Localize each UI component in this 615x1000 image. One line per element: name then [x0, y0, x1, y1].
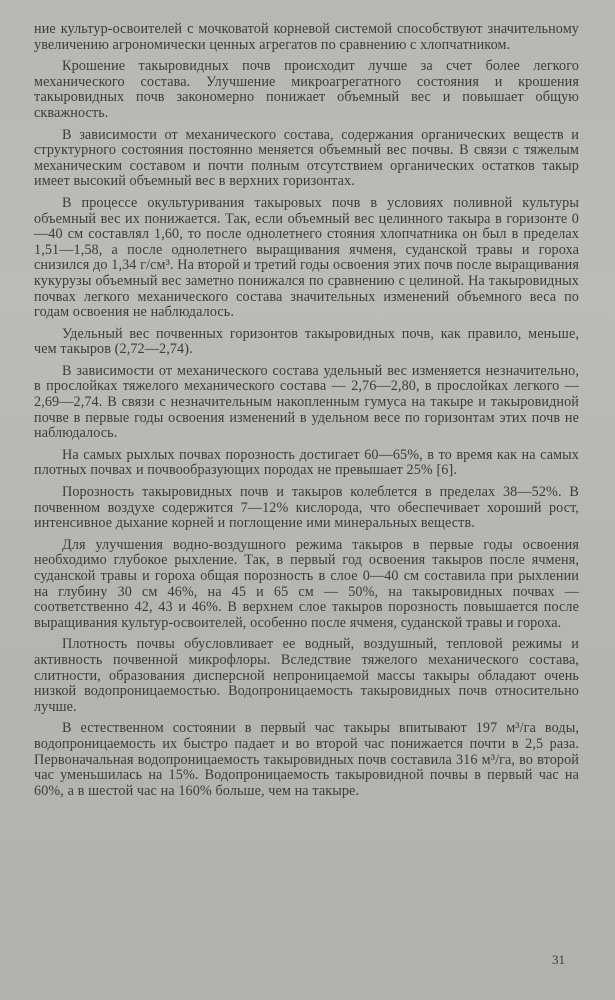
paragraph-10: Плотность почвы обусловливает ее водный, воздушный, тепловой режимы и активность почвенной микрофлоры. Вследствие тяжелого механического состава, слитности, образования дисперсной непроницаемой массы такыры обладают очень низкой водопроницаемостью. Водопроницаемость такыровидных почв относительно лучше. [34, 636, 579, 715]
paragraph-1: ние культур-освоителей с мочковатой корневой системой способствуют значительному увеличению агрономически ценных агрегатов по сравнению с хлопчатником. [34, 21, 579, 53]
paragraph-8: Порозность такыровидных почв и такыров колеблется в пределах 38—52%. В почвенном воздухе содержится 7—12% кислорода, что обеспечивает хороший рост, интенсивное дыхание корней и поглощение ими минеральных веществ. [34, 484, 579, 532]
paragraph-11: В естественном состоянии в первый час такыры впитывают 197 м³/га воды, водопроницаемость их быстро падает и во второй час понижается почти в 2,5 раза. Первоначальная водопроницаемость такыровидных почв составила 316 м³/га, во второй час уменьшилась на 15%. Водопроницаемость такыровидной почвы в первый час на 60%, а в шестой час на 160% больше, чем на такыре. [34, 720, 579, 799]
page-number: 31 [552, 952, 565, 967]
paragraph-5: Удельный вес почвенных горизонтов такыровидных почв, как правило, меньше, чем такыров (2,72—2,74). [34, 325, 579, 358]
paragraph-7: На самых рыхлых почвах порозность достигает 60—65%, в то время как на самых плотных почвах и почвообразующих породах не превышает 25% [6]. [34, 446, 579, 479]
paragraph-6: В зависимости от механического состава удельный вес изменяется незначительно, в прослойках тяжелого механического состава — 2,76—2,80, в прослойках легкого — 2,69—2,74. В связи с незначительным накопленным гумуса на такыре и такыровидной почве в первые годы освоения изменений в удельном весе по горизонтам этих почв не наблюдалось. [34, 362, 579, 442]
paragraph-2: Крошение такыровидных почв происходит лучше за счет более легкого механического состава. Улучшение микроагрегатного состояния и крошения такыровидных почв закономерно понижает объемный вес и повышает общую скважность. [34, 58, 579, 121]
paragraph-9: Для улучшения водно-воздушного режима такыров в первые годы освоения необходимо глубокое рыхление. Так, в первый год освоения такыров после ячменя, суданской травы и гороха общая порозность в слое 0—40 см составила при рыхлении на глубину 30 см 46%, на 45 и 65 см — 50%, на такыровидных почвах — соответственно 42, 43 и 46%. В верхнем слое такыров порозность повышается после выращивания культур-освоителей, особенно после ячменя, суданской травы и гороха. [34, 536, 579, 631]
paragraph-3: В зависимости от механического состава, содержания органических веществ и структурного состояния постоянно меняется объемный вес почвы. В связи с тяжелым механическим составом и почти полным отсутствием органических остатков такыр имеет высокий объемный вес в верхних горизонтах. [34, 126, 579, 190]
paragraph-4: В процессе окультуривания такыровых почв в условиях поливной культуры объемный вес их понижается. Так, если объемный вес целинного такыра в горизонте 0—40 см составлял 1,60, то после однолетнего стояния хлопчатника он был в пределах 1,51—1,58, а после однолетнего выращивания ячменя, суданской травы и гороха снизился до 1,34 г/см³. На второй и третий годы освоения этих почв после выращивания кукурузы объемный вес заметно понижался по сравнению с целиной. На такыровидных почвах легкого механического состава значительных изменений объемного веса по годам освоения не наблюдалось. [34, 194, 579, 321]
